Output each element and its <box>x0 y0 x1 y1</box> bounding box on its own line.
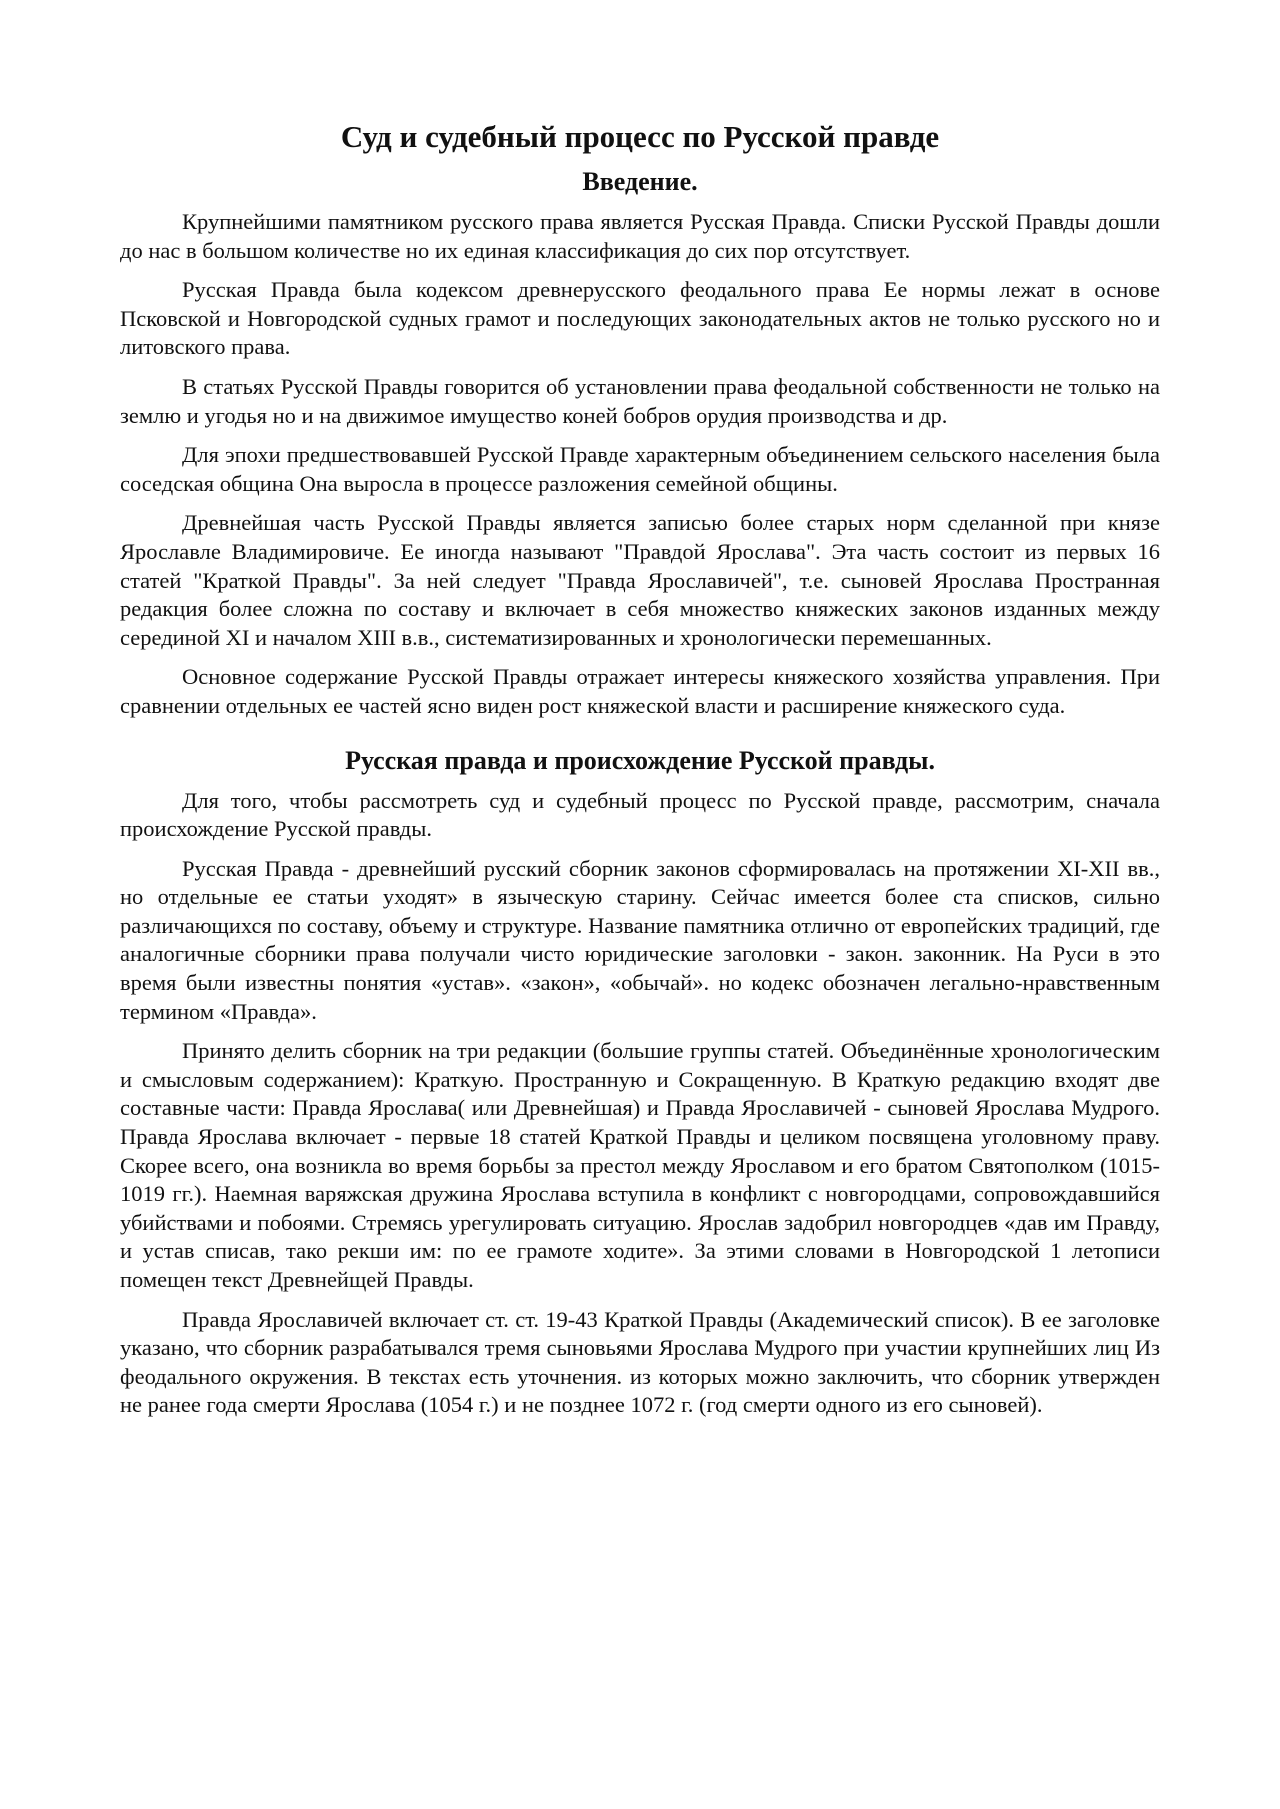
paragraph: Русская Правда была кодексом древнерусского феодального права Ее нормы лежат в основе Псковской и Новгородской судных грамот и последующих законодательных актов не только русского но и литовского права. <box>120 277 1160 360</box>
paragraph: Для того, чтобы рассмотреть суд и судебный процесс по Русской правде, рассмотрим, сначала происхождение Русской правды. <box>120 787 1160 842</box>
paragraph: Древнейшая часть Русской Правды является записью более старых норм сделанной при князе Ярославле Владимировиче. Ее иногда называют "Правдой Ярослава". Эта часть состоит из первых 16 статей "Краткой Правды". За ней следует "Правда Ярославичей", т.е. сыновей Ярослава Пространная редакция более сложна по составу и включает в себя множество княжеских законов изданных между серединой XI и началом XIII в.в., систематизированных и хронологически перемешанных. <box>120 510 1160 650</box>
paragraph: Крупнейшими памятником русского права является Русская Правда. Списки Русской Правды дошли до нас в большом количестве но их единая классификация до сих пор отсутствует. <box>120 209 1160 263</box>
paragraph: Для эпохи предшествовавшей Русской Правде характерным объединением сельского населения была соседская община Она выросла в процессе разложения семейной общины. <box>120 442 1160 496</box>
paragraph: Принято делить сборник на три редакции (большие группы статей. Объединённые хронологическим и смысловым содержанием): Краткую. Пространную и Сокращенную. В Краткую редакцию входят две составные части: Правда Ярослава( или Древнейшая) и Правда Ярославичей - сыновей Ярослава Мудрого. Правда Ярослава включает - первые 18 статей Краткой Правды и целиком посвящена уголовному праву. Скорее всего, она возникла во время борьбы за престол между Ярославом и его братом Святополком (1015-1019 гг.). Наемная варяжская дружина Ярослава вступила в конфликт с новгородцами, сопровождавшийся убийствами и побоями. Стремясь урегулировать ситуацию. Ярослав задобрил новгородцев «дав им Правду, и устав списав, тако рекши им: по ее грамоте ходите». За этими словами в Новгородской 1 летописи помещен текст Древнейщей Правды. <box>120 1038 1160 1292</box>
paragraph: В статьях Русской Правды говорится об установлении права феодальной собственности не только на землю и угодья но и на движимое имущество коней бобров орудия производства и др. <box>120 373 1160 428</box>
document-page <box>120 118 1160 1431</box>
document-title: Суд и судебный процесс по Русской правде <box>340 119 940 154</box>
paragraph: Основное содержание Русской Правды отражает интересы княжеского хозяйства управления. При сравнении отдельных ее частей ясно виден рост княжеской власти и расширение княжеского суда. <box>120 664 1160 718</box>
paragraph: Правда Ярославичей включает ст. ст. 19-43 Краткой Правды (Академический список). В ее заголовке указано, что сборник разрабатывался тремя сыновьями Ярослава Мудрого при участии крупнейших лиц Из феодального окружения. В текстах есть уточнения. из которых можно заключить, что сборник утвержден не ранее года смерти Ярослава (1054 г.) и не позднее 1072 г. (год смерти одного из его сыновей). <box>120 1306 1160 1418</box>
intro-heading: Введение. <box>582 167 698 196</box>
paragraph: Русская Правда - древнейший русский сборник законов сформировалась на протяжении XI-XII вв., но отдельные ее статьи уходят» в языческую старину. Сейчас имеется более ста списков, сильно различающихся по составу, объему и структуре. Название памятника отлично от европейских традиций, где аналогичные сборники права получали чисто юридические заголовки - закон. законник. На Руси в это время были известны понятия «устав». «закон», «обычай». но кодекс обозначен легально-нравственным термином «Правда». <box>120 855 1160 1024</box>
section-heading: Русская правда и происхождение Русской правды. <box>345 745 935 775</box>
